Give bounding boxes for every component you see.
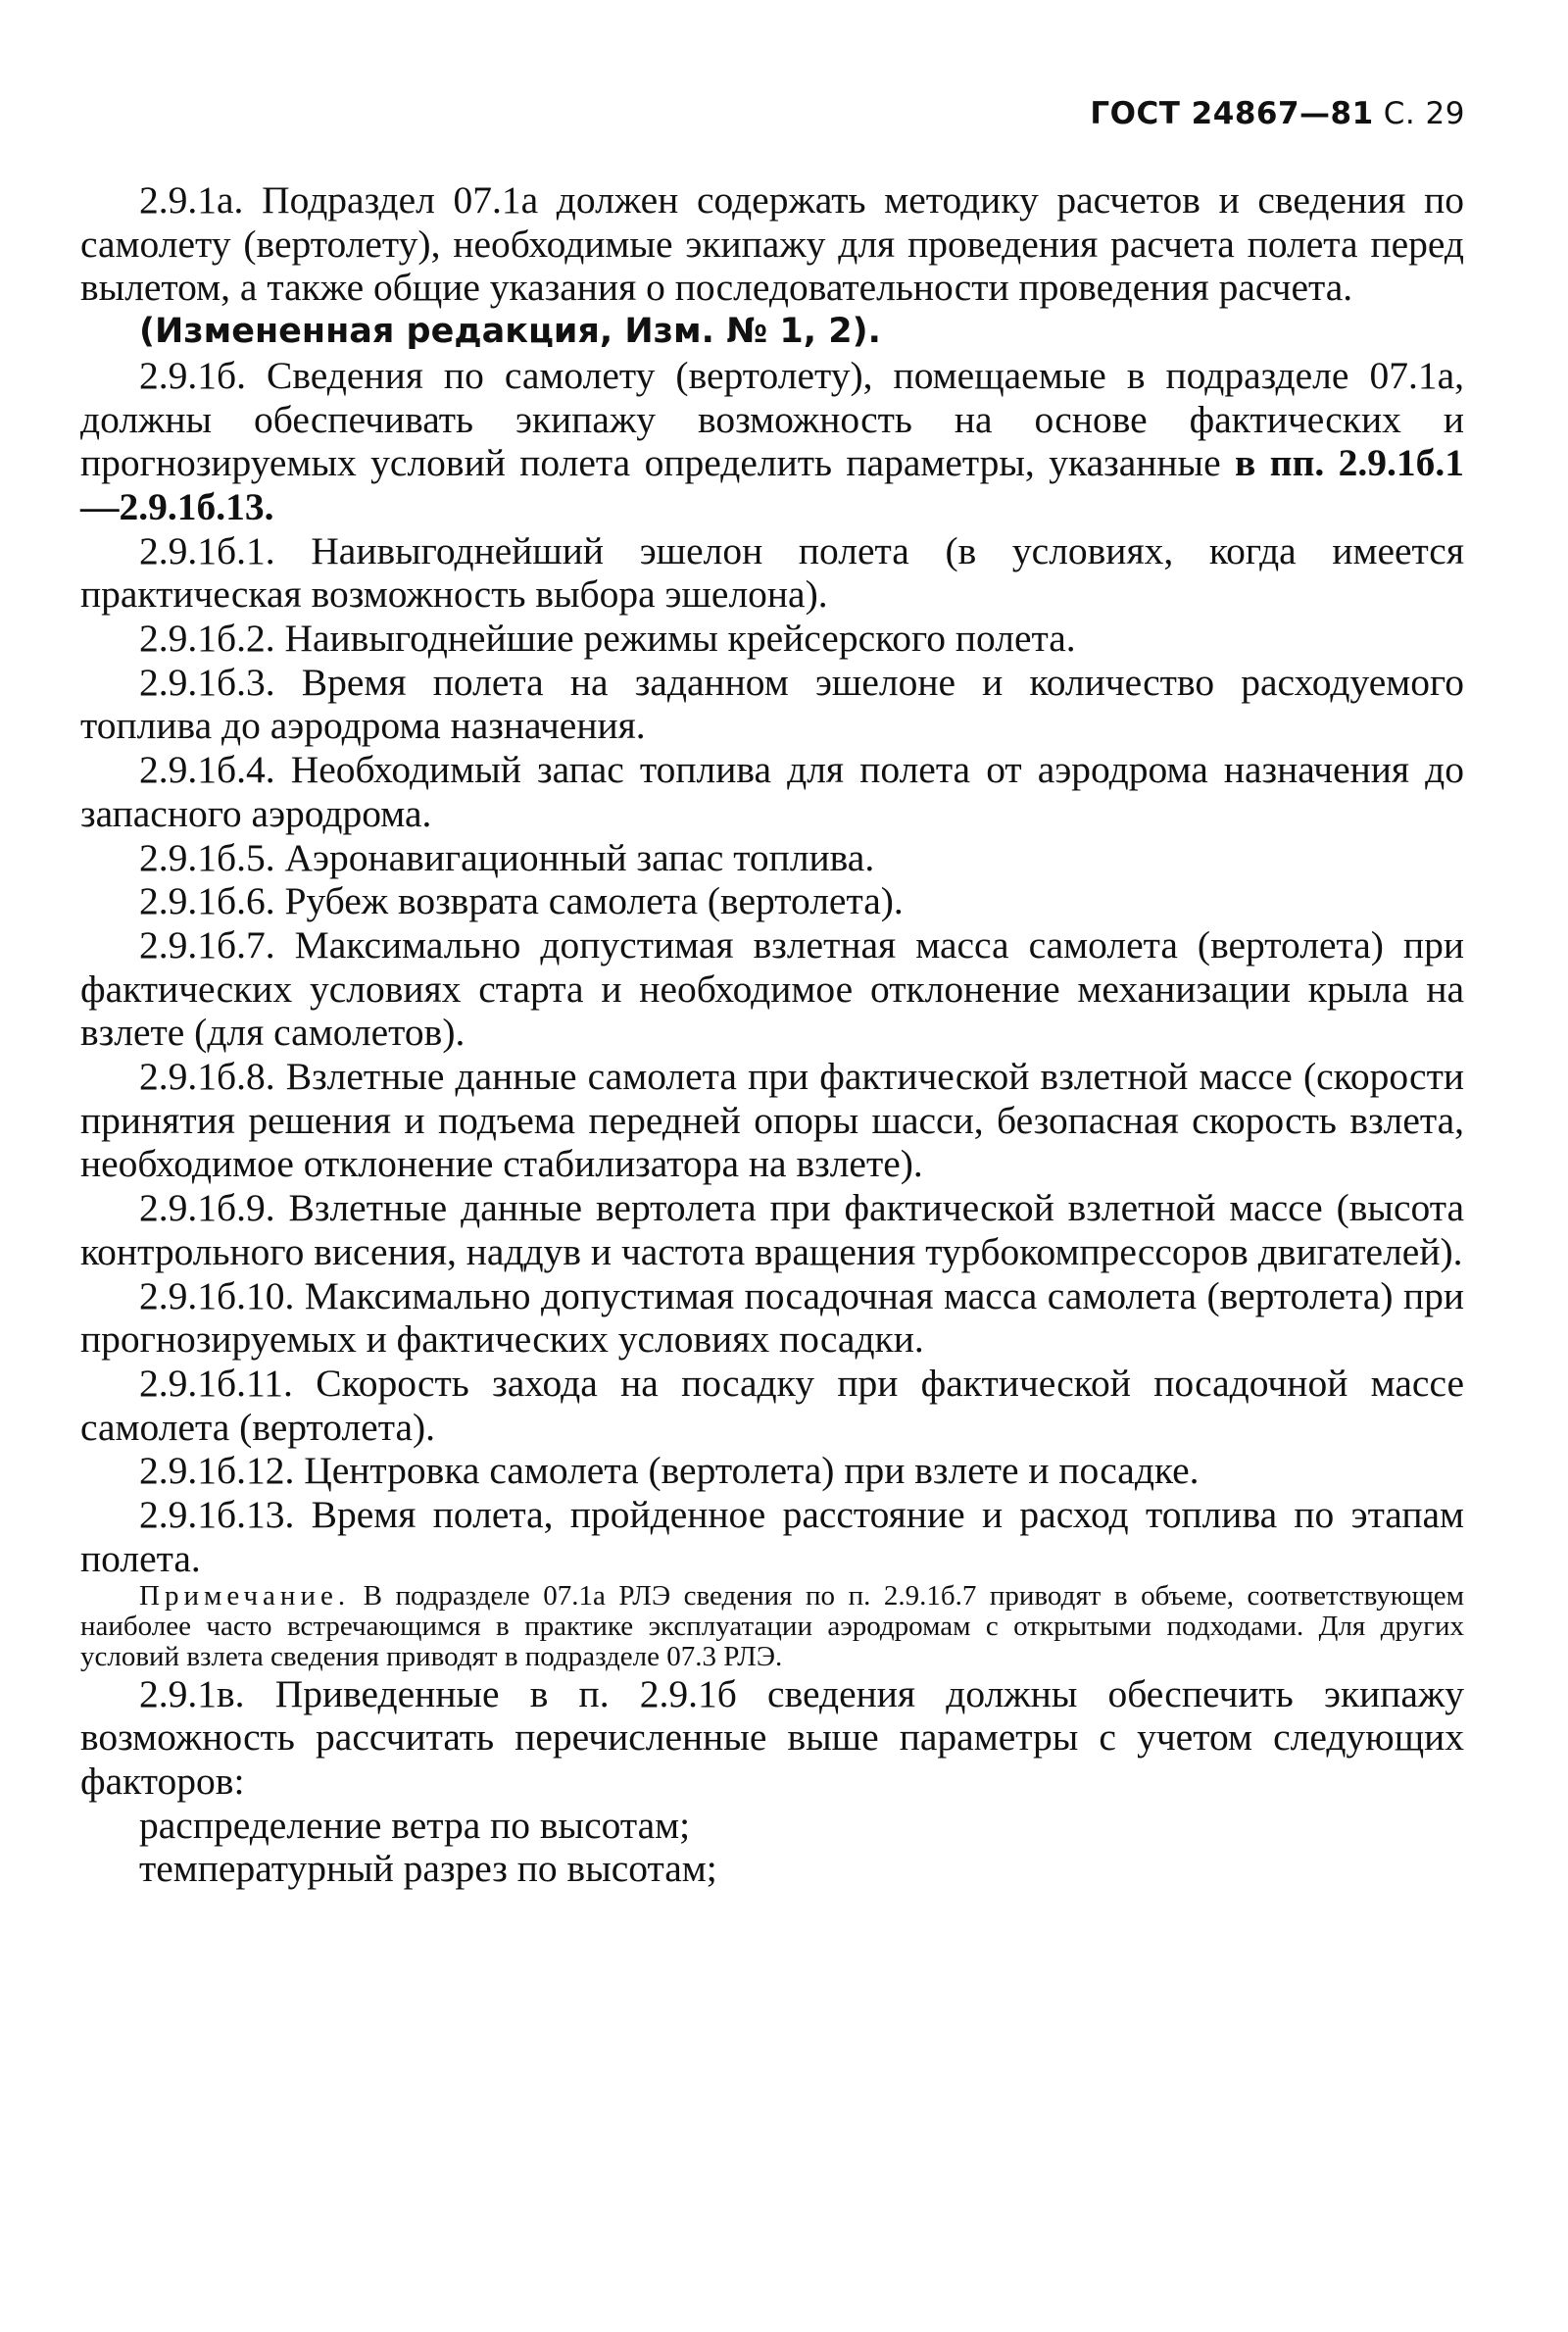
paragraph-2-9-1b-reference: в пп. 2.9.1б.1—2.9.1б.13. — [80, 441, 1465, 528]
standard-number: ГОСТ 24867—81 — [1090, 96, 1374, 131]
document-body — [80, 178, 1464, 1891]
item-2-9-1b-3: 2.9.1б.3. Время полета на заданном эшелоне и количество расходуемого топлива до аэродрома назначения. — [80, 660, 1464, 748]
paragraph-2-9-1b-text: 2.9.1б. Сведения по самолету (вертолету), помещаемые в подразделе 07.1а, должны обеспечивать экипажу возможность на основе фактических и прогнозируемых условий полета определить параметры, указанные — [80, 353, 1464, 485]
item-2-9-1b-7: 2.9.1б.7. Максимально допустимая взлетная масса самолета (вертолета) при фактических условиях старта и необходимое отклонение механизации крыла на взлете (для самолетов). — [80, 922, 1464, 1055]
item-2-9-1b-1: 2.9.1б.1. Наивыгоднейший эшелон полета (в условиях, когда имеется практическая возможность выбора эшелона). — [80, 528, 1464, 617]
page-number: С. 29 — [1383, 96, 1465, 131]
note-text: В подразделе 07.1а РЛЭ сведения по п. 2.9.1б.7 приводят в объеме, соответствующем наиболее часто встречающимся в практике эксплуатации аэродромам с открытыми подходами. Для других условий взлета сведения приводят в подразделе 07.3 РЛЭ. — [80, 1579, 1465, 1672]
item-2-9-1b-12: 2.9.1б.12. Центровка самолета (вертолета) при взлете и посадке. — [139, 1449, 1200, 1493]
page-header — [1090, 96, 1465, 131]
edit-note: (Измененная редакция, Изм. № 1, 2). — [139, 312, 881, 352]
item-2-9-1b-10: 2.9.1б.10. Максимально допустимая посадочная масса самолета (вертолета) при прогнозируемых и фактических условиях посадки. — [80, 1273, 1464, 1362]
item-2-9-1b-8: 2.9.1б.8. Взлетные данные самолета при фактической взлетной массе (скорости принятия решения и подъема передней опоры шасси, безопасная скорость взлета, необходимое отклонение стабилизатора на взлете). — [80, 1055, 1464, 1186]
item-2-9-1b-11: 2.9.1б.11. Скорость захода на посадку при фактической посадочной массе самолета (вертолета). — [80, 1361, 1464, 1449]
item-2-9-1b-6: 2.9.1б.6. Рубеж возврата самолета (вертолета). — [139, 879, 904, 923]
factor-wind: распределение ветра по высотам; — [139, 1803, 691, 1847]
paragraph-2-9-1v: 2.9.1в. Приведенные в п. 2.9.1б сведения должны обеспечить экипажу возможность рассчитать перечисленные выше параметры с учетом следующих факторов: — [80, 1671, 1464, 1803]
paragraph-2-9-1b — [80, 354, 1464, 529]
item-2-9-1b-5: 2.9.1б.5. Аэронавигационный запас топлива. — [139, 835, 875, 879]
factor-temperature: температурный разрез по высотам; — [139, 1847, 717, 1891]
item-2-9-1b-2: 2.9.1б.2. Наивыгоднейшие режимы крейсерского полета. — [139, 617, 1076, 661]
item-2-9-1b-13: 2.9.1б.13. Время полета, пройденное расстояние и расход топлива по этапам полета. — [80, 1493, 1464, 1580]
paragraph-2-9-1a: 2.9.1а. Подраздел 07.1а должен содержать методику расчетов и сведения по самолету (вертолету), необходимые экипажу для проведения расчета полета перед вылетом, а также общие указания о последовательности проведения расчета. — [80, 178, 1464, 310]
note — [80, 1581, 1464, 1672]
item-2-9-1b-9: 2.9.1б.9. Взлетные данные вертолета при фактической взлетной массе (высота контрольного висения, наддув и частота вращения турбокомпрессоров двигателей). — [80, 1186, 1464, 1273]
item-2-9-1b-4: 2.9.1б.4. Необходимый запас топлива для полета от аэродрома назначения до запасного аэродрома. — [80, 748, 1464, 835]
note-label: Примечание. — [139, 1579, 351, 1612]
